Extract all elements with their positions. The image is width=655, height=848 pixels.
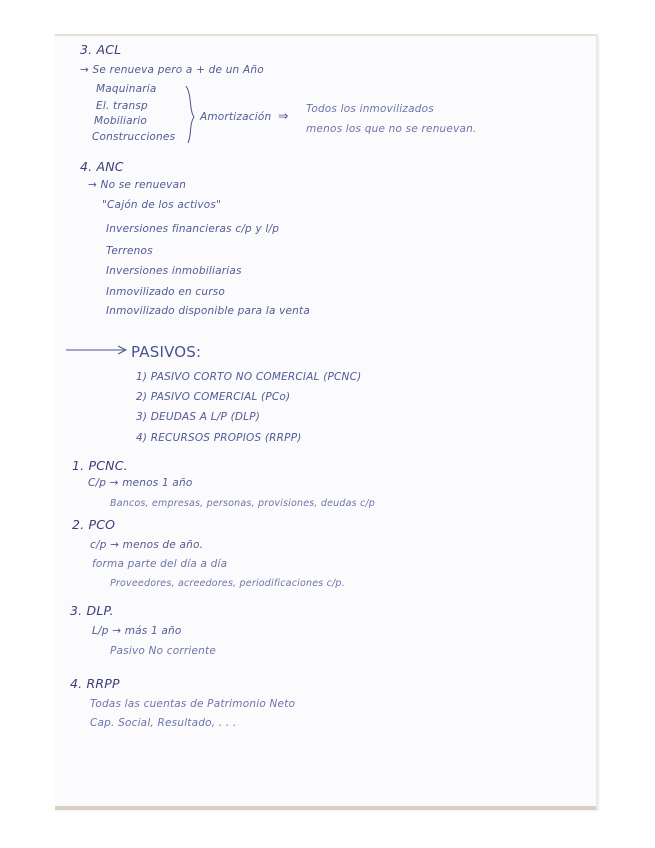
anc-line: → No se renuevan <box>88 179 187 191</box>
dlp-heading: 3. DLP. <box>70 603 114 618</box>
pcnc-line: C/p → menos 1 año <box>88 477 193 489</box>
pcnc-line: Bancos, empresas, personas, provisiones, deudas c/p <box>110 498 376 509</box>
rrpp-line: Todas las cuentas de Patrimonio Neto <box>90 698 296 710</box>
bracket-icon <box>186 86 194 143</box>
implies-arrow: ⇒ <box>278 108 289 123</box>
pasivos-item: 1) PASIVO CORTO NO COMERCIAL (PCNC) <box>136 371 362 383</box>
acl-heading: 3. ACL <box>80 42 122 57</box>
anc-item: Inversiones financieras c/p y l/p <box>106 223 280 235</box>
acl-item: Maquinaria <box>96 83 157 95</box>
rrpp-line: Cap. Social, Resultado, . . . <box>90 717 237 729</box>
pasivos-item: 2) PASIVO COMERCIAL (PCo) <box>136 391 291 403</box>
acl-item: Construcciones <box>92 131 176 143</box>
dlp-line: L/p → más 1 año <box>92 625 182 637</box>
pco-line: c/p → menos de año. <box>90 539 204 551</box>
rrpp-heading: 4. RRPP <box>70 676 120 691</box>
amortization-label: Amortización <box>200 111 272 123</box>
acl-note-line: menos los que no se renuevan. <box>306 123 477 135</box>
anc-line: "Cajón de los activos" <box>102 199 222 211</box>
anc-item: Inmovilizado en curso <box>106 286 226 298</box>
pasivos-item: 3) DEUDAS A L/P (DLP) <box>136 411 261 423</box>
pco-line: forma parte del día a día <box>92 558 228 570</box>
anc-item: Inversiones inmobiliarias <box>106 265 242 277</box>
pco-line: Proveedores, acreedores, periodificaciones c/p. <box>110 578 345 589</box>
pasivos-item: 4) RECURSOS PROPIOS (RRPP) <box>136 432 302 444</box>
acl-note-line: Todos los inmovilizados <box>306 103 434 115</box>
pasivos-heading: PASIVOS: <box>131 343 202 361</box>
pco-heading: 2. PCO <box>72 517 116 532</box>
acl-item: Mobiliario <box>94 115 147 127</box>
dlp-line: Pasivo No corriente <box>110 645 216 657</box>
anc-item: Terrenos <box>106 245 153 257</box>
anc-item: Inmovilizado disponible para la venta <box>106 305 310 317</box>
acl-renew-line: → Se renueva pero a + de un Año <box>80 64 264 76</box>
acl-item: El. transp <box>96 100 148 112</box>
pcnc-heading: 1. PCNC. <box>72 458 128 473</box>
anc-heading: 4. ANC <box>80 159 124 174</box>
